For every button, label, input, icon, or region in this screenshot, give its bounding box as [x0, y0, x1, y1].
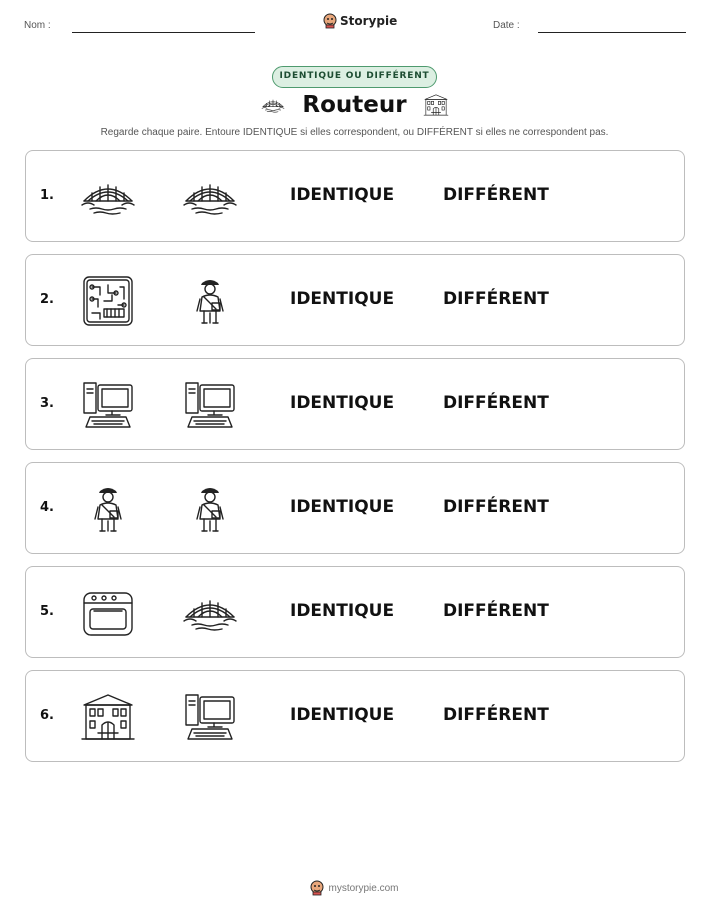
name-line[interactable]: [72, 32, 255, 33]
circuit-board-icon: [80, 275, 136, 327]
question-number: 3.: [40, 396, 54, 411]
different-option[interactable]: DIFFÉRENT: [443, 601, 549, 621]
identique-option[interactable]: IDENTIQUE: [290, 497, 395, 517]
identique-option[interactable]: IDENTIQUE: [290, 289, 395, 309]
page-title: Routeur: [302, 92, 407, 118]
footer-site[interactable]: mystorypie.com: [328, 882, 399, 894]
question-number: 5.: [40, 604, 54, 619]
identique-option[interactable]: IDENTIQUE: [290, 601, 395, 621]
date-line[interactable]: [538, 32, 686, 33]
computer-icon: [182, 379, 238, 431]
different-option[interactable]: DIFFÉRENT: [443, 393, 549, 413]
question-card-5: [25, 566, 685, 658]
building-icon: [421, 93, 451, 117]
bridge-icon: [182, 587, 238, 639]
title-row: [0, 92, 709, 118]
storypie-logo-icon: [323, 13, 337, 29]
date-label: Date :: [493, 20, 520, 31]
name-label: Nom :: [24, 20, 51, 31]
question-number: 6.: [40, 708, 54, 723]
different-option[interactable]: DIFFÉRENT: [443, 289, 549, 309]
different-option[interactable]: DIFFÉRENT: [443, 705, 549, 725]
question-number: 1.: [40, 188, 54, 203]
bridge-icon: [258, 94, 288, 116]
question-card-2: [25, 254, 685, 346]
different-option[interactable]: DIFFÉRENT: [443, 497, 549, 517]
question-card-6: [25, 670, 685, 762]
question-number: 2.: [40, 292, 54, 307]
identique-option[interactable]: IDENTIQUE: [290, 705, 395, 725]
question-number: 4.: [40, 500, 54, 515]
question-card-3: [25, 358, 685, 450]
identique-option[interactable]: IDENTIQUE: [290, 393, 395, 413]
oven-icon: [80, 587, 136, 639]
bridge-icon: [80, 171, 136, 223]
worksheet-badge: IDENTIQUE OU DIFFÉRENT: [272, 66, 437, 88]
computer-icon: [182, 691, 238, 743]
storypie-logo-icon: [310, 880, 324, 896]
instructions: Regarde chaque paire. Entoure IDENTIQUE si elles correspondent, ou DIFFÉRENT si elles ne correspondent pas.: [100, 127, 609, 138]
brand-name: Storypie: [340, 14, 398, 28]
footer: [0, 880, 709, 896]
question-card-1: [25, 150, 685, 242]
question-card-4: [25, 462, 685, 554]
mail-carrier-icon: [182, 483, 238, 535]
computer-icon: [80, 379, 136, 431]
identique-option[interactable]: IDENTIQUE: [290, 185, 395, 205]
mail-carrier-icon: [80, 483, 136, 535]
different-option[interactable]: DIFFÉRENT: [443, 185, 549, 205]
bridge-icon: [182, 171, 238, 223]
brand: [323, 13, 397, 29]
building-icon: [80, 691, 136, 743]
mail-carrier-icon: [182, 275, 238, 327]
